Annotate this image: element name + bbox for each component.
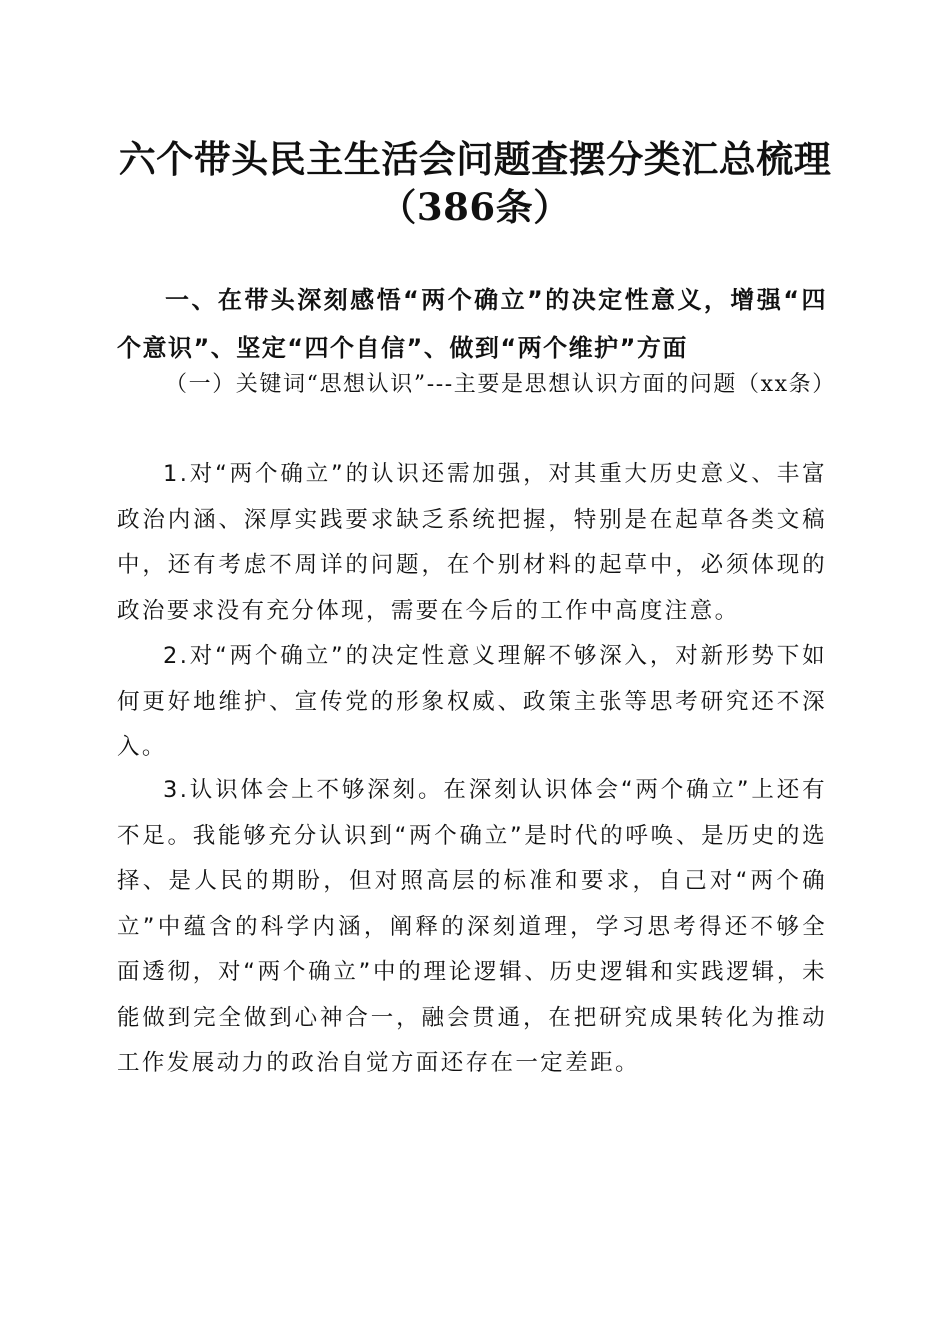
- paragraph-1: 1.对“两个确立”的认识还需加强，对其重大历史意义、丰富政治内涵、深厚实践要求缺乏系统把握，特别是在起草各类文稿中，还有考虑不周详的问题，在个别材料的起草中，必须体现的政治要求没有充分体现，需要在今后的工作中高度注意。: [117, 461, 827, 624]
- section-heading: 一、在带头深刻感悟“两个确立”的决定性意义，增强“四个意识”、坚定“四个自信”、做到“两个维护”方面: [117, 286, 827, 362]
- document-title: 六个带头民主生活会问题查摆分类汇总梳理: [118, 137, 832, 181]
- subsection-heading: （一）关键词“思想认识”---主要是思想认识方面的问题（xx条）: [165, 372, 836, 397]
- paragraph-3: 3.认识体会上不够深刻。在深刻认识体会“两个确立”上还有不足。我能够充分认识到“两个确立”是时代的呼唤、是历史的选择、是人民的期盼，但对照高层的标准和要求，自己对“两个确立”中蕴含的科学内涵，阐释的深刻道理，学习思考得还不够全面透彻，对“两个确立”中的理论逻辑、历史逻辑和实践逻辑，未能做到完全做到心神合一，融会贯通，在把研究成果转化为推动工作发展动力的政治自觉方面还存在一定差距。: [117, 777, 827, 1076]
- document-title-count: （386条）: [379, 185, 571, 229]
- paragraph-2: 2.对“两个确立”的决定性意义理解不够深入，对新形势下如何更好地维护、宣传党的形象权威、政策主张等思考研究还不深入。: [117, 643, 827, 760]
